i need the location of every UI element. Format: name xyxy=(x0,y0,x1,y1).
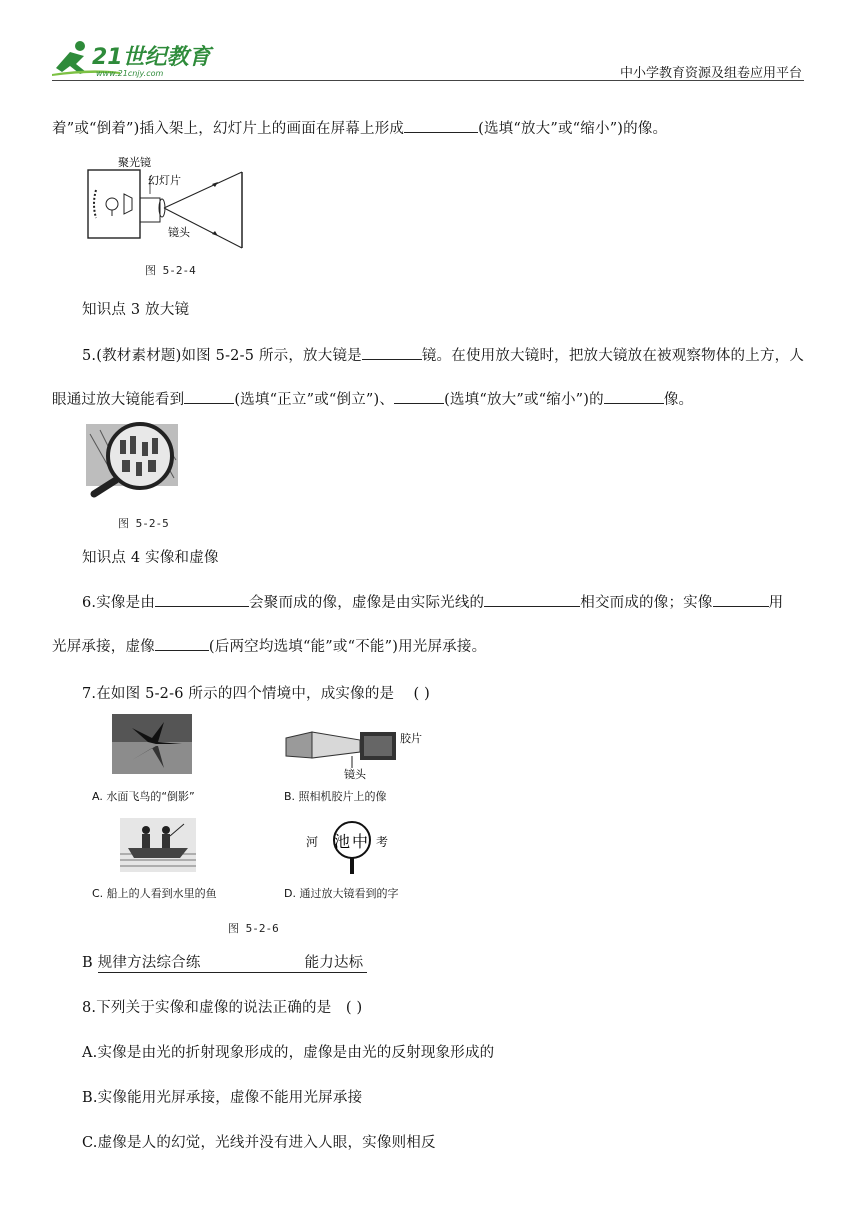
label-camera-lens: 镜头 xyxy=(344,768,366,781)
q5-blank-4[interactable] xyxy=(604,389,664,404)
fig-5-2-6-caption: 图 5-2-6 xyxy=(228,922,279,935)
platform-name: 中小学教育资源及组卷应用平台 xyxy=(619,66,802,81)
option-b-label[interactable]: B. 照相机胶片上的像 xyxy=(284,790,387,803)
q6-text-b: 会聚而成的像，虚像是由实际光线的 xyxy=(249,595,485,611)
q5-blank-2[interactable] xyxy=(184,389,234,404)
option-d-label[interactable]: D. 通过放大镜看到的字 xyxy=(284,887,399,900)
fig-5-2-4-caption: 图 5-2-4 xyxy=(145,264,196,277)
fig-5-2-5-caption: 图 5-2-5 xyxy=(118,517,169,530)
label-condenser: 聚光镜 xyxy=(118,156,151,169)
q8-option-b[interactable]: B.实像能用光屏承接，虚像不能用光屏承接 xyxy=(82,1090,363,1106)
q6-blank-3[interactable] xyxy=(713,592,769,607)
q5-line-1 xyxy=(82,344,804,365)
q7-stem-text: 7.在如图 5-2-6 所示的四个情境中，成实像的是 xyxy=(82,686,395,702)
q4-line xyxy=(52,117,667,138)
q6-text-a: 6.实像是由 xyxy=(82,595,156,611)
char-right: 考 xyxy=(376,835,389,849)
q8-stem-text: 8.下列关于实像和虚像的说法正确的是 xyxy=(82,1000,332,1016)
logo-sub: www.21cnjy.com xyxy=(96,69,164,78)
char-mid2: 中 xyxy=(352,832,369,851)
q6-line-2 xyxy=(52,635,486,656)
q6-blank-4[interactable] xyxy=(155,636,209,651)
section-b-left: 规律方法综合练 xyxy=(97,955,201,971)
label-lens: 镜头 xyxy=(168,226,190,239)
q5-text-d: (选填“正立”或“倒立”)、 xyxy=(234,392,395,408)
q6-text-d: 用 xyxy=(768,595,784,611)
q7-stem xyxy=(82,682,430,703)
section-b-right: 能力达标 xyxy=(304,955,364,971)
q7-answer-bracket[interactable]: ( ) xyxy=(413,686,431,702)
knowledge-point-3: 知识点 3 放大镜 xyxy=(82,302,190,318)
q8-stem xyxy=(82,996,362,1017)
q4-text-b: (选填“放大”或“缩小”)的像。 xyxy=(478,121,668,137)
option-a-image xyxy=(112,714,192,774)
option-d-image xyxy=(302,818,412,876)
q5-blank-1[interactable] xyxy=(362,345,422,360)
q6-text-e: 光屏承接，虚像 xyxy=(52,639,155,655)
q6-text-f: (后两空均选填“能”或“不能”)用光屏承接。 xyxy=(208,639,487,655)
q5-line-2 xyxy=(52,388,693,409)
q5-text-c: 眼通过放大镜能看到 xyxy=(52,392,185,408)
q8-option-a[interactable]: A.实像是由光的折射现象形成的，虚像是由光的反射现象形成的 xyxy=(82,1045,495,1061)
section-b-prefix: B xyxy=(82,955,93,971)
q6-blank-2[interactable] xyxy=(484,592,580,607)
q6-line-1 xyxy=(82,591,783,612)
option-c-label[interactable]: C. 船上的人看到水里的鱼 xyxy=(92,887,217,900)
header-divider xyxy=(52,80,804,81)
char-mid1: 池 xyxy=(334,832,351,851)
q8-option-c[interactable]: C.虚像是人的幻觉，光线并没有进入人眼，实像则相反 xyxy=(82,1135,436,1151)
projector-figure xyxy=(84,154,254,254)
knowledge-point-4: 知识点 4 实像和虚像 xyxy=(82,550,219,566)
q6-blank-1[interactable] xyxy=(155,592,249,607)
label-slide: 幻灯片 xyxy=(148,174,181,187)
q6-text-c: 相交而成的像；实像 xyxy=(580,595,713,611)
q8-answer-bracket[interactable]: ( ) xyxy=(345,1000,363,1016)
option-a-label[interactable]: A. 水面飞鸟的“倒影” xyxy=(92,790,195,803)
section-b-heading xyxy=(82,951,367,973)
char-left: 河 xyxy=(306,835,319,849)
q4-text-a: 着”或“倒着”)插入架上，幻灯片上的画面在屏幕上形成 xyxy=(52,121,405,137)
q5-text-a: 5.(教材素材题)如图 5-2-5 所示，放大镜是 xyxy=(82,348,362,364)
q5-text-e: (选填“放大”或“缩小”)的 xyxy=(444,392,604,408)
q5-text-f: 像。 xyxy=(663,392,694,408)
q5-text-b: 镜。在使用放大镜时，把放大镜放在被观察物体的上方，人 xyxy=(421,348,805,364)
logo xyxy=(50,38,220,80)
q4-blank[interactable] xyxy=(404,118,478,133)
logo-text: 21世纪教育 xyxy=(92,45,211,70)
magnifier-figure xyxy=(86,420,182,496)
label-film: 胶片 xyxy=(400,732,422,745)
option-b-image xyxy=(282,722,422,781)
q5-blank-3[interactable] xyxy=(394,389,444,404)
option-c-image xyxy=(120,818,196,872)
